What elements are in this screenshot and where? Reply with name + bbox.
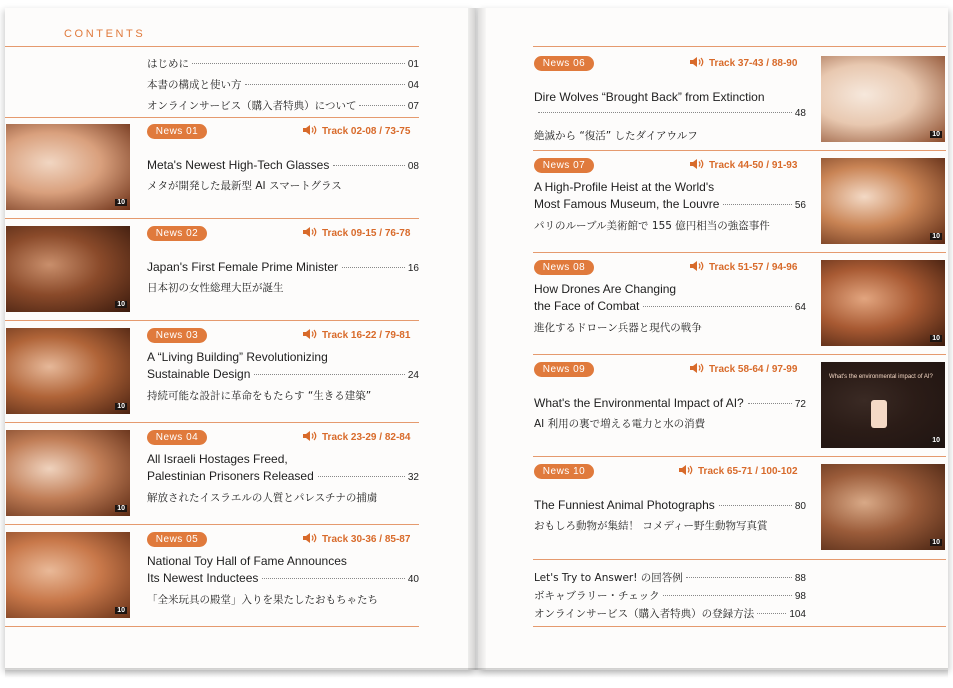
audio-track-label[interactable]: [690, 261, 797, 274]
article-title[interactable]: [534, 396, 806, 410]
article-title-text: Most Famous Museum, the Louvre: [534, 197, 720, 211]
news-thumbnail-image[interactable]: [821, 464, 945, 550]
article-title-text: Sustainable Design: [147, 367, 251, 381]
audio-track-label[interactable]: [303, 533, 410, 546]
news-thumbnail-image[interactable]: [6, 226, 130, 312]
article-subtitle-jp: 日本初の女性総理大臣が誕生: [147, 282, 284, 294]
article-title-text: The Funniest Animal Photographs: [534, 498, 715, 512]
dot-leader: [538, 112, 792, 113]
article-title-text: the Face of Combat: [534, 299, 640, 313]
back-matter-item[interactable]: [534, 588, 806, 603]
news-number-badge: News 06: [534, 56, 594, 71]
dot-leader: [757, 613, 786, 614]
dot-leader: [192, 63, 405, 64]
leader-row: [534, 108, 806, 119]
page-shadow: [5, 668, 948, 678]
channel-badge: 10: [117, 505, 125, 512]
news-thumbnail-image[interactable]: [6, 430, 130, 516]
article-subtitle-jp: AI 利用の裏で増える電力と水の消費: [534, 418, 706, 430]
article-subtitle-jp: 持続可能な設計に革命をもたらす “生きる建築”: [147, 390, 372, 402]
news-thumbnail-image[interactable]: [6, 124, 130, 210]
dot-leader: [663, 595, 792, 596]
device-illustration: [871, 400, 887, 428]
article-subtitle-jp: パリのルーブル美術館で 155 億円相当の強盗事件: [534, 220, 770, 232]
track-range: Track 23-29 / 82-84: [322, 432, 411, 443]
track-range: Track 37-43 / 88-90: [709, 58, 798, 69]
page-number: 80: [794, 501, 806, 512]
entry-rule: [533, 456, 946, 457]
article-title-text: Meta's Newest High-Tech Glasses: [147, 158, 330, 172]
audio-track-label[interactable]: [303, 125, 410, 138]
speaker-icon: [303, 125, 317, 138]
speaker-icon: [303, 431, 317, 444]
article-title[interactable]: [147, 571, 419, 585]
dot-leader: [723, 204, 791, 205]
front-matter-item[interactable]: [147, 77, 419, 92]
article-title-text: How Drones Are Changing: [534, 282, 677, 296]
news-number-badge: News 08: [534, 260, 594, 275]
channel-badge: 10: [932, 335, 940, 342]
page-number: 48: [794, 108, 806, 119]
dot-leader: [686, 577, 792, 578]
page-number: 98: [794, 591, 806, 602]
news-thumbnail-image[interactable]: [821, 260, 945, 346]
page-number: 104: [789, 609, 806, 620]
audio-track-label[interactable]: [679, 465, 798, 478]
article-title[interactable]: [534, 197, 806, 211]
entry-rule: [5, 218, 419, 219]
dot-leader: [359, 105, 404, 106]
channel-badge: 10: [932, 233, 940, 240]
article-title[interactable]: [147, 350, 328, 364]
article-title[interactable]: [534, 90, 765, 104]
page-number: 32: [407, 472, 419, 483]
channel-badge: 10: [117, 199, 125, 206]
news-thumbnail-image[interactable]: [6, 328, 130, 414]
page-number: 56: [794, 200, 806, 211]
article-title[interactable]: [534, 498, 806, 512]
track-range: Track 30-36 / 85-87: [322, 534, 411, 545]
article-title[interactable]: [147, 469, 419, 483]
entry-rule: [5, 320, 419, 321]
article-subtitle-jp: 「全米玩具の殿堂」入りを果たしたおもちゃたち: [147, 594, 378, 606]
speaker-icon: [690, 159, 704, 172]
audio-track-label[interactable]: [690, 159, 797, 172]
article-title[interactable]: [147, 158, 419, 172]
back-matter-title: ボキャブラリー・チェック: [534, 590, 660, 602]
speaker-icon: [690, 261, 704, 274]
news-thumbnail-image[interactable]: [821, 362, 945, 448]
dot-leader: [643, 306, 791, 307]
page-number: 08: [407, 161, 419, 172]
front-matter-title: オンラインサービス（購入者特典）について: [147, 100, 357, 112]
article-title[interactable]: [147, 554, 347, 568]
audio-track-label[interactable]: [303, 431, 410, 444]
channel-badge: 10: [932, 131, 940, 138]
article-title[interactable]: [534, 299, 806, 313]
audio-track-label[interactable]: [690, 363, 797, 376]
speaker-icon: [303, 329, 317, 342]
news-number-badge: News 07: [534, 158, 594, 173]
speaker-icon: [303, 533, 317, 546]
article-title-text: Japan's First Female Prime Minister: [147, 260, 339, 274]
speaker-icon: [303, 227, 317, 240]
dot-leader: [262, 578, 404, 579]
track-range: Track 02-08 / 73-75: [322, 126, 411, 137]
section-rule: [533, 559, 946, 560]
page-number: 04: [407, 80, 419, 91]
page-number: 07: [407, 101, 419, 112]
front-matter-title: はじめに: [147, 58, 189, 70]
news-thumbnail-image[interactable]: [821, 158, 945, 244]
article-title[interactable]: [534, 282, 676, 296]
channel-badge: 10: [117, 607, 125, 614]
section-rule: [5, 117, 419, 118]
entry-rule: [533, 252, 946, 253]
article-subtitle-jp: おもしろ動物が集結！ コメディー野生動物写真賞: [534, 520, 768, 532]
dot-leader: [719, 505, 792, 506]
news-number-badge: News 03: [147, 328, 207, 343]
thumbnail-caption: What's the environmental impact of AI?: [829, 374, 933, 380]
front-matter-item[interactable]: [147, 56, 419, 71]
speaker-icon: [679, 465, 693, 478]
channel-badge: 10: [932, 437, 940, 444]
book-gutter: [468, 8, 486, 670]
contents-heading: CONTENTS: [64, 28, 146, 40]
article-subtitle-jp: メタが開発した最新型 AI スマートグラス: [147, 180, 342, 192]
back-matter-title: Let's Try to Answer! の回答例: [534, 572, 683, 584]
section-rule: [5, 626, 419, 627]
channel-badge: 10: [932, 539, 940, 546]
page-number: 72: [794, 399, 806, 410]
news-number-badge: News 02: [147, 226, 207, 241]
speaker-icon: [690, 57, 704, 70]
article-title-text: What's the Environmental Impact of AI?: [534, 396, 744, 410]
article-title[interactable]: [147, 367, 419, 381]
dot-leader: [748, 403, 792, 404]
track-range: Track 16-22 / 79-81: [322, 330, 411, 341]
entry-rule: [533, 150, 946, 151]
dot-leader: [342, 267, 405, 268]
article-subtitle-jp: 解放されたイスラエルの人質とパレスチナの捕虜: [147, 492, 378, 504]
article-title-text: A “Living Building” Revolutionizing: [147, 350, 328, 364]
article-subtitle-jp: 絶滅から “復活” したダイアウルフ: [534, 130, 698, 142]
dot-leader: [245, 84, 405, 85]
dot-leader: [254, 374, 404, 375]
article-title[interactable]: [534, 180, 714, 194]
header-rule: [5, 46, 419, 47]
news-number-badge: News 04: [147, 430, 207, 445]
track-range: Track 44-50 / 91-93: [709, 160, 798, 171]
article-title-text: Its Newest Inductees: [147, 571, 259, 585]
back-matter-item[interactable]: [534, 606, 806, 621]
news-number-badge: News 05: [147, 532, 207, 547]
track-range: Track 51-57 / 94-96: [709, 262, 798, 273]
entry-rule: [5, 422, 419, 423]
page-number: 40: [407, 574, 419, 585]
article-title-text: A High-Profile Heist at the World's: [534, 180, 715, 194]
article-title-text: Dire Wolves “Brought Back” from Extinction: [534, 90, 765, 104]
article-title-text: All Israeli Hostages Freed,: [147, 452, 288, 466]
track-range: Track 58-64 / 97-99: [709, 364, 798, 375]
front-matter-item[interactable]: [147, 98, 419, 113]
page-number: 24: [407, 370, 419, 381]
section-rule: [533, 626, 946, 627]
dot-leader: [333, 165, 405, 166]
page-number: 64: [794, 302, 806, 313]
channel-badge: 10: [117, 403, 125, 410]
article-subtitle-jp: 進化するドローン兵器と現代の戦争: [534, 322, 702, 334]
audio-track-label[interactable]: [303, 329, 410, 342]
news-number-badge: News 09: [534, 362, 594, 377]
channel-badge: 10: [117, 301, 125, 308]
news-number-badge: News 10: [534, 464, 594, 479]
header-rule-right: [533, 46, 946, 47]
front-matter-title: 本書の構成と使い方: [147, 79, 242, 91]
audio-track-label[interactable]: [303, 227, 410, 240]
news-thumbnail-image[interactable]: [821, 56, 945, 142]
page-number: 01: [407, 59, 419, 70]
speaker-icon: [690, 363, 704, 376]
audio-track-label[interactable]: [690, 57, 797, 70]
news-thumbnail-image[interactable]: [6, 532, 130, 618]
dot-leader: [318, 476, 405, 477]
article-title-text: National Toy Hall of Fame Announces: [147, 554, 347, 568]
news-number-badge: News 01: [147, 124, 207, 139]
article-title[interactable]: [147, 452, 288, 466]
back-matter-item[interactable]: [534, 570, 806, 585]
entry-rule: [533, 354, 946, 355]
back-matter-title: オンラインサービス（購入者特典）の登録方法: [534, 608, 755, 620]
entry-rule: [5, 524, 419, 525]
page-number: 16: [407, 263, 419, 274]
article-title[interactable]: [147, 260, 419, 274]
track-range: Track 65-71 / 100-102: [698, 466, 798, 477]
track-range: Track 09-15 / 76-78: [322, 228, 411, 239]
article-title-text: Palestinian Prisoners Released: [147, 469, 314, 483]
page-number: 88: [794, 573, 806, 584]
